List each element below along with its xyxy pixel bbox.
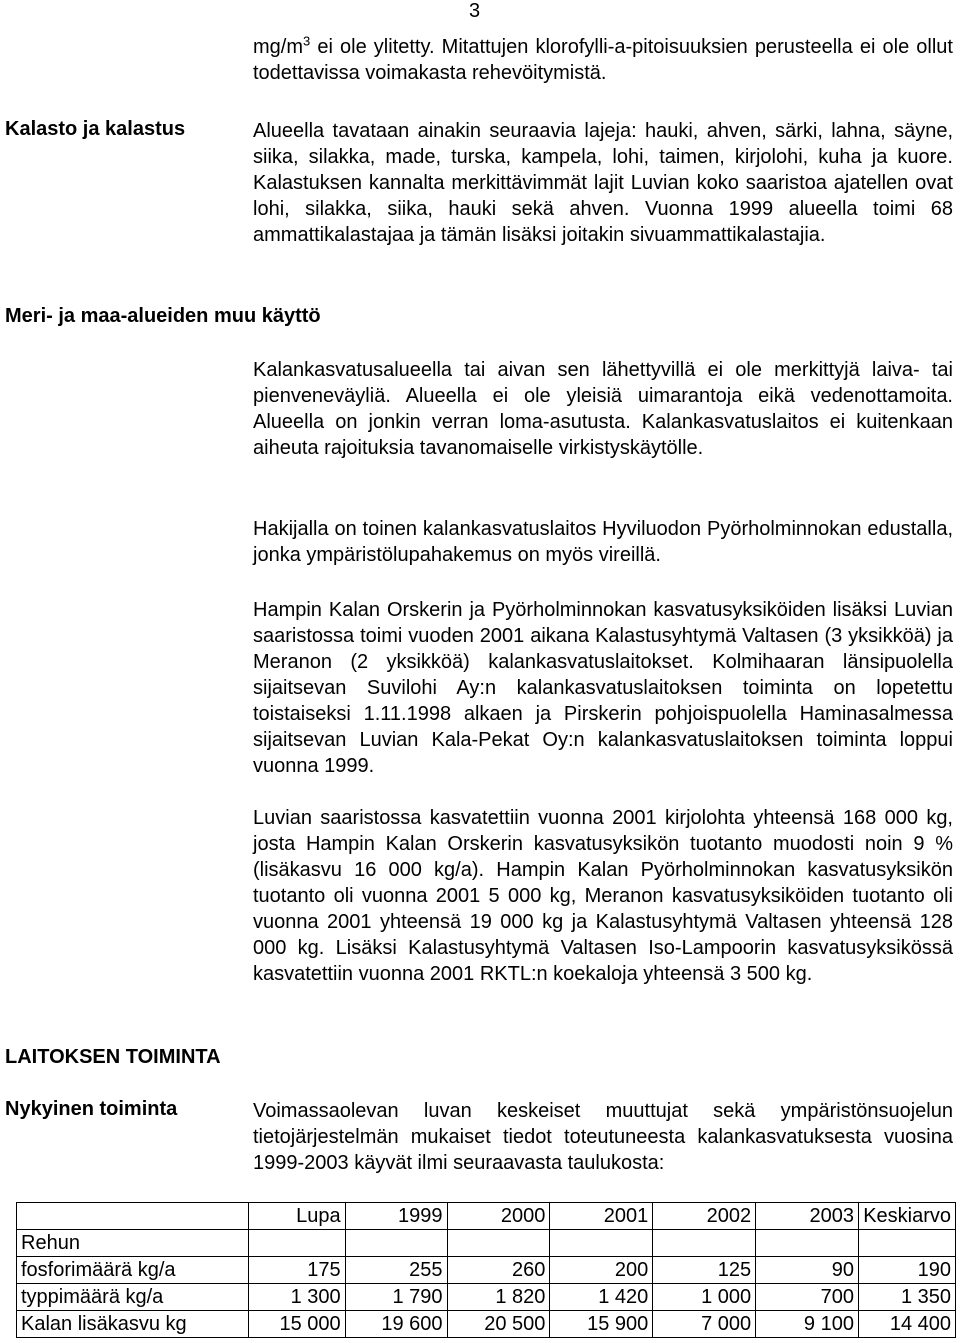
table-row xyxy=(17,1230,956,1257)
table-header-cell xyxy=(17,1203,249,1230)
table-cell xyxy=(345,1230,447,1257)
table-cell: 200 xyxy=(550,1257,653,1284)
page-number: 3 xyxy=(469,0,481,22)
table-header-cell: 2002 xyxy=(653,1203,756,1230)
table-cell: 14 400 xyxy=(858,1311,955,1338)
table-cell: 700 xyxy=(756,1284,859,1311)
production-table xyxy=(16,1202,956,1338)
table-row xyxy=(17,1257,956,1284)
table-cell: 90 xyxy=(756,1257,859,1284)
table-cell xyxy=(248,1230,345,1257)
table-header-cell: 2001 xyxy=(550,1203,653,1230)
table-cell xyxy=(756,1230,859,1257)
table-row xyxy=(17,1311,956,1338)
table-header-cell: 2000 xyxy=(447,1203,550,1230)
table-cell: 125 xyxy=(653,1257,756,1284)
table-header-cell: 2003 xyxy=(756,1203,859,1230)
table-cell: 9 100 xyxy=(756,1311,859,1338)
table-header-cell: 1999 xyxy=(345,1203,447,1230)
table-cell: 15 900 xyxy=(550,1311,653,1338)
paragraph-nykyinen: Voimassaolevan luvan keskeiset muuttujat sekä ympäristönsuojelun tietojärjestelmän mukaiset tiedot toteutuneesta kalankasvatuksesta vuosina 1999-2003 käyvät ilmi seuraavasta taulukosta: xyxy=(253,1100,953,1174)
heading-muu-kaytto: Meri- ja maa-alueiden muu käyttö xyxy=(5,305,321,327)
paragraph-kalasto: Alueella tavataan ainakin seuraavia lajeja: hauki, ahven, särki, lahna, säyne, siika, silakka, made, turska, kampela, lohi, taimen, kirjolohi, kuha ja kuore. Kalastuksen kannalta merkittävimmät lajit Luvian koko saaristoa ajatellen ovat lohi, silakka, siika, hauki sekä ahven. Vuonna 1999 alueella toimi 68 ammattikalastajaa ja tämän lisäksi joitakin sivuammattikalastajia. xyxy=(253,120,953,246)
intro-unit: mg/m xyxy=(253,36,303,58)
table-cell: 1 820 xyxy=(447,1284,550,1311)
heading-nykyinen-toiminta: Nykyinen toiminta xyxy=(5,1098,178,1120)
table-cell: 255 xyxy=(345,1257,447,1284)
intro-superscript: 3 xyxy=(303,33,311,49)
table-cell: 1 420 xyxy=(550,1284,653,1311)
table-cell: 1 790 xyxy=(345,1284,447,1311)
table-cell: 1 000 xyxy=(653,1284,756,1311)
table-header-cell: Keskiarvo xyxy=(858,1203,955,1230)
table-cell: typpimäärä kg/a xyxy=(17,1284,249,1311)
heading-kalasto: Kalasto ja kalastus xyxy=(5,118,186,140)
table-cell xyxy=(653,1230,756,1257)
table-cell: 19 600 xyxy=(345,1311,447,1338)
table-row xyxy=(17,1284,956,1311)
heading-laitoksen-toiminta: LAITOKSEN TOIMINTA xyxy=(5,1046,221,1068)
paragraph-luvian: Luvian saaristossa kasvatettiin vuonna 2001 kirjolohta yhteensä 168 000 kg, josta Hampin Kalan Orskerin kasvatusyksikön tuotanto muodosti noin 9 % (lisäkasvu 16 000 kg/a). Hampin Kalan Pyörholminnokan kasvatusyksikön tuotanto oli vuonna 2001 5 000 kg, Meranon kasvatusyksiköiden tuotanto oli vuonna 2001 yhteensä 19 000 kg ja Kalastusyhtymä Valtasen yhteensä 128 000 kg. Lisäksi Kalastusyhtymä Valtasen Iso-Lampoorin kasvatusyksikössä kasvatettiin vuonna 2001 RKTL:n koekaloja yhteensä 3 500 kg. xyxy=(253,807,953,985)
table-cell: Rehun xyxy=(17,1230,249,1257)
paragraph-hakija: Hakijalla on toinen kalankasvatuslaitos Hyviluodon Pyörholminnokan edustalla, jonka ympäristölupahakemus on myös vireillä. xyxy=(253,518,953,566)
table-cell: 190 xyxy=(858,1257,955,1284)
table-cell: 260 xyxy=(447,1257,550,1284)
table-cell: Kalan lisäkasvu kg xyxy=(17,1311,249,1338)
intro-paragraph xyxy=(253,34,953,86)
table-cell: 20 500 xyxy=(447,1311,550,1338)
table-header-row xyxy=(17,1203,956,1230)
table-header-cell: Lupa xyxy=(248,1203,345,1230)
table-cell: 1 300 xyxy=(248,1284,345,1311)
table-cell xyxy=(447,1230,550,1257)
table-cell: 1 350 xyxy=(858,1284,955,1311)
intro-text: ei ole ylitetty. Mitattujen klorofylli-a-pitoisuuksien perusteella ei ole ollut todettavissa voimakasta rehevöitymistä. xyxy=(253,36,953,84)
paragraph-hampin: Hampin Kalan Orskerin ja Pyörholminnokan kasvatusyksiköiden lisäksi Luvian saaristossa toimi vuoden 2001 aikana Kalastusyhtymä Valtasen (3 yksikköä) ja Meranon (2 yksikköä) kalankasvatuslaitokset. Kolmihaaran länsipuolella sijaitsevan Suvilohi Ay:n kalankasvatuslaitoksen toiminta on lopetettu toistaiseksi 1.11.1998 alkaen ja Pirskerin pohjoispuolella Haminasalmessa sijaitsevan Luvian Kala-Pekat Oy:n kalankasvatuslaitoksen toiminta loppui vuonna 1999. xyxy=(253,599,953,777)
table-cell: fosforimäärä kg/a xyxy=(17,1257,249,1284)
table-cell: 175 xyxy=(248,1257,345,1284)
table-cell xyxy=(858,1230,955,1257)
paragraph-muu-kaytto: Kalankasvatusalueella tai aivan sen lähettyvillä ei ole merkittyjä laiva- tai pienveneväyliä. Alueella ei ole yleisiä uimarantoja eikä vedenottamoita. Alueella on jonkin verran loma-asutusta. Kalankasvatuslaitos ei kuitenkaan aiheuta rajoituksia tavanomaiselle virkistyskäytölle. xyxy=(253,359,953,459)
table-cell: 7 000 xyxy=(653,1311,756,1338)
table-cell xyxy=(550,1230,653,1257)
table-cell: 15 000 xyxy=(248,1311,345,1338)
